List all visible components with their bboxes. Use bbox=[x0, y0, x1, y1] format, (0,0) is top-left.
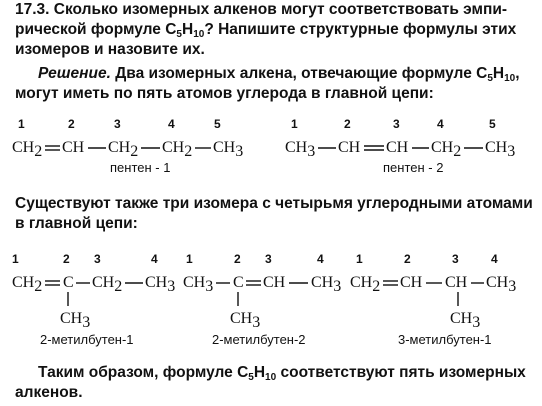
problem-text-2c: ? Напишите структурные формулы этих bbox=[204, 21, 517, 38]
carbon-number: 1 bbox=[291, 117, 298, 131]
carbon-number: 5 bbox=[489, 117, 496, 131]
formula-subscript: 10 bbox=[504, 73, 516, 84]
problem-line-2 bbox=[15, 20, 516, 40]
carbon-group: CH3 bbox=[183, 274, 214, 295]
carbon-number: 4 bbox=[151, 252, 158, 266]
methylbutene-3-1-structure bbox=[0, 243, 542, 353]
carbon-group: CH3 bbox=[311, 274, 342, 295]
conclusion-line-1 bbox=[38, 363, 526, 383]
conclusion-text-1b: H bbox=[253, 364, 266, 381]
carbon-number: 2 bbox=[234, 252, 241, 266]
carbon-number: 1 bbox=[356, 252, 363, 266]
carbon-number: 3 bbox=[393, 117, 400, 131]
carbon-group: CH2 bbox=[92, 274, 123, 295]
carbon-group: CH2 bbox=[108, 139, 139, 160]
carbon-number: 4 bbox=[491, 252, 498, 266]
carbon-group: CH2 bbox=[162, 139, 193, 160]
methyl-branch: CH3 bbox=[60, 310, 91, 331]
carbon-group: CH3 bbox=[486, 274, 517, 295]
solution-text-1a: Два изомерных алкена, отвечающие формуле C bbox=[115, 65, 488, 82]
carbon-number: 2 bbox=[63, 252, 70, 266]
problem-line-1 bbox=[15, 0, 507, 20]
carbon-number: 2 bbox=[68, 117, 75, 131]
problem-number: 17.3. bbox=[15, 1, 50, 18]
problem-text-3: изомеров и назовите их. bbox=[15, 41, 205, 58]
solution-line-1 bbox=[38, 64, 520, 84]
methyl-branch: CH3 bbox=[450, 310, 481, 331]
carbon-group: CH2 bbox=[431, 139, 462, 160]
solution-text-1b: H bbox=[492, 65, 505, 82]
carbon-group: CH3 bbox=[285, 139, 316, 160]
carbon-number: 1 bbox=[186, 252, 193, 266]
carbon-number: 4 bbox=[168, 117, 175, 131]
solution-label: Решение. bbox=[38, 65, 111, 82]
branched-line-2 bbox=[15, 214, 138, 234]
carbon-number: 3 bbox=[114, 117, 121, 131]
solution-line-2 bbox=[15, 84, 434, 104]
carbon-number: 2 bbox=[404, 252, 411, 266]
branched-text-1: Существуют также три изомера с четырьмя углеродными атомами bbox=[15, 195, 533, 212]
carbon-group: CH2 bbox=[12, 274, 43, 295]
carbon-group: CH3 bbox=[145, 274, 176, 295]
carbon-number: 5 bbox=[214, 117, 221, 131]
branched-text-2: в главной цепи: bbox=[15, 215, 138, 232]
carbon-group: CH bbox=[62, 139, 85, 156]
carbon-group: CH3 bbox=[213, 139, 244, 160]
conclusion-line-2 bbox=[15, 383, 83, 403]
compound-name: 2-метилбутен-1 bbox=[40, 332, 134, 347]
methyl-branch: CH3 bbox=[230, 310, 261, 331]
problem-text-1: Сколько изомерных алкенов могут соответствовать эмпи- bbox=[53, 1, 508, 18]
problem-line-3 bbox=[15, 40, 205, 60]
carbon-number: 2 bbox=[344, 117, 351, 131]
compound-name: пентен - 1 bbox=[110, 160, 171, 175]
carbon-group: C bbox=[63, 274, 74, 291]
carbon-group: CH2 bbox=[350, 274, 381, 295]
carbon-number: 3 bbox=[452, 252, 459, 266]
carbon-group: CH bbox=[338, 139, 361, 156]
carbon-group: C bbox=[233, 274, 244, 291]
formula-subscript: 5 bbox=[176, 29, 182, 40]
problem-text-2b: H bbox=[181, 21, 194, 38]
carbon-group: CH bbox=[445, 274, 468, 291]
carbon-number: 3 bbox=[94, 252, 101, 266]
carbon-number: 3 bbox=[265, 252, 272, 266]
conclusion-text-1a: Таким образом, формуле C bbox=[38, 364, 249, 381]
compound-name: пентен - 2 bbox=[383, 160, 444, 175]
carbon-number: 1 bbox=[18, 117, 25, 131]
carbon-group: CH bbox=[386, 139, 409, 156]
carbon-number: 4 bbox=[437, 117, 444, 131]
compound-name: 2-метилбутен-2 bbox=[212, 332, 306, 347]
solution-text-2: могут иметь по пять атомов углерода в главной цепи: bbox=[15, 85, 434, 102]
formula-subscript: 10 bbox=[265, 372, 277, 383]
branched-line-1 bbox=[15, 194, 533, 214]
conclusion-text-1c: соответствуют пять изомерных bbox=[276, 364, 526, 381]
carbon-group: CH bbox=[400, 274, 423, 291]
formula-subscript: 5 bbox=[248, 372, 254, 383]
problem-text-2a: рической формуле C bbox=[15, 21, 177, 38]
formula-subscript: 5 bbox=[487, 73, 493, 84]
pentene-2-structure bbox=[0, 110, 542, 185]
carbon-group: CH bbox=[263, 274, 286, 291]
carbon-number: 1 bbox=[12, 252, 19, 266]
carbon-group: CH2 bbox=[12, 139, 43, 160]
carbon-group: CH3 bbox=[485, 139, 516, 160]
solution-text-1c: , bbox=[515, 65, 520, 82]
conclusion-text-2: алкенов. bbox=[15, 384, 83, 401]
compound-name: 3-метилбутен-1 bbox=[398, 332, 492, 347]
carbon-number: 4 bbox=[317, 252, 324, 266]
formula-subscript: 10 bbox=[193, 29, 205, 40]
